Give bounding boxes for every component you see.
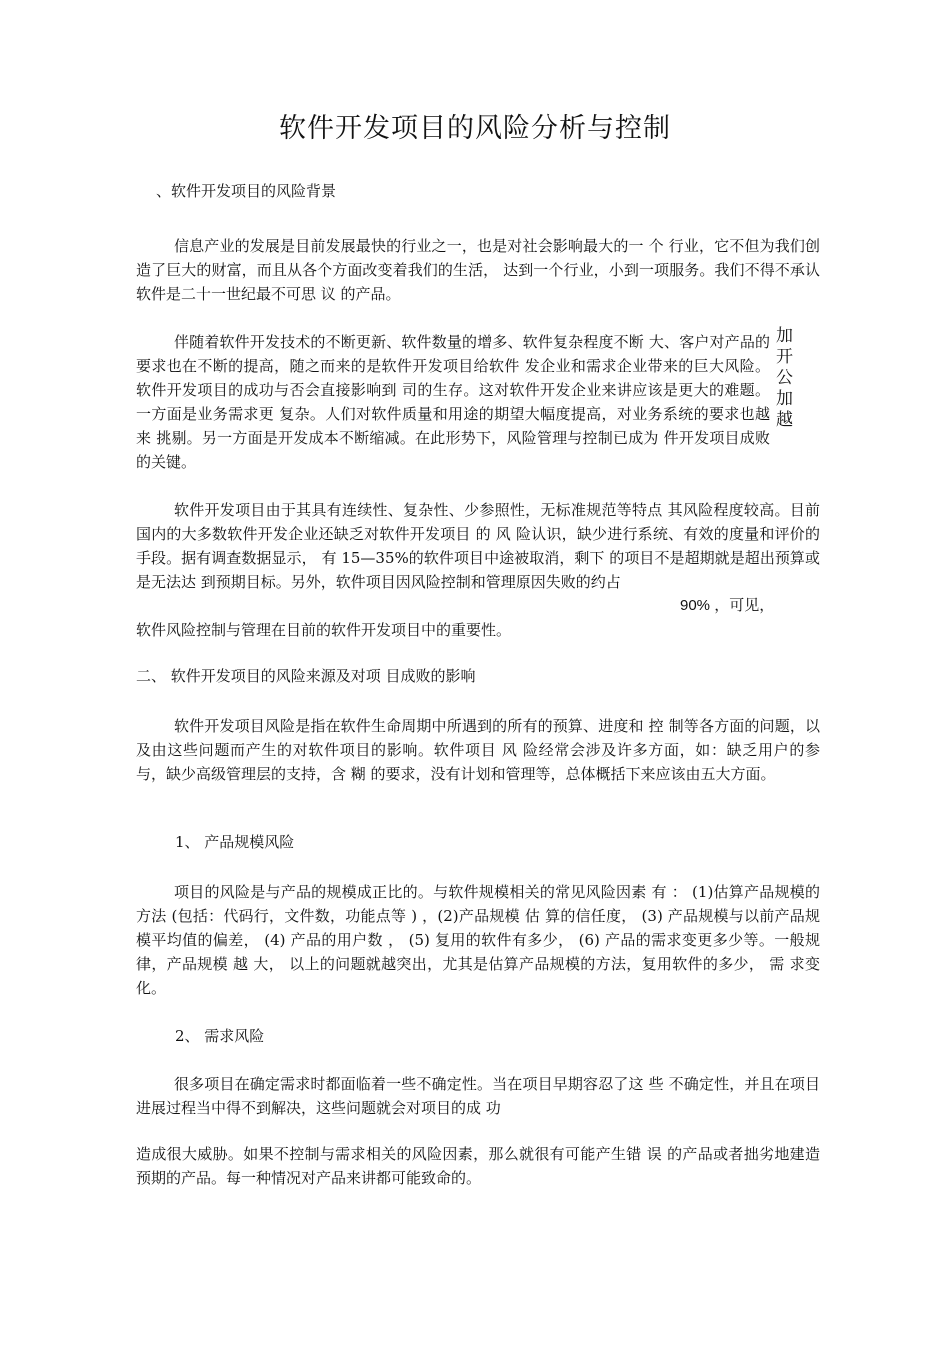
paragraph-2: 伴随着软件开发技术的不断更新、软件数量的增多、软件复杂程度不断 大、客户对产品的要求也在不断的提高，随之而来的是软件开发项目给软件 发企业和需求企业带来的巨大风险。软件开发项目的成功与否会直接影响到 司的生存。这对软件开发企业来讲应该是更大的难题。一方面是业务需求更 复杂。人们对软件质量和用途的期望大幅度提高，对业务系统的要求也越来 挑剔。另一方面是开发成本不断缩减。在此形势下，风险管理与控制已成为 件开发项目成败的关键。 bbox=[136, 333, 770, 471]
paragraph-4: 软件开发项目风险是指在软件生命周期中所遇到的所有的预算、进度和 控 制等各方面的问题，以及由这些问题而产生的对软件项目的影响。软件项目 风 险经常会涉及许多方面，如：缺乏用户的参与，缺少高级管理层的支持，含 糊 的要求，没有计划和管理等，总体概括下来应该由五大方面。 bbox=[136, 717, 820, 783]
side-note: 加开公加越 bbox=[776, 326, 793, 430]
paragraph-1: 信息产业的发展是目前发展最快的行业之一，也是对社会影响最大的一 个 行业，它不但为我们创造了巨大的财富，而且从各个方面改变着我们的生活， 达到一个行业，小到一项服务。我们不得不承认软件是二十一世纪最不可思 议 的产品。 bbox=[136, 237, 820, 303]
paragraph-6: 很多项目在确定需求时都面临着一些不确定性。当在项目早期容忍了这 些 不确定性，并且在项目进展过程当中得不到解决，这些问题就会对项目的成 功 bbox=[136, 1075, 820, 1117]
paragraph-3: 软件开发项目由于其具有连续性、复杂性、少参照性，无标准规范等特点 其风险程度较高。目前国内的大多数软件开发企业还缺乏对软件开发项目 的 风 险认识，缺少进行系统、有效的度量和评价的手段。据有调查数据显示， 有 15—35%的软件项目中途被取消，剩下 的项目不是超期就是超出预算或是无法达 到预期目标。另外，软件项目因风险控制和管理原因失败的约占 bbox=[136, 501, 820, 591]
paragraph-3-tail: 90% ，可见， bbox=[680, 597, 775, 614]
paragraph-3-last-line: 软件风险控制与管理在目前的软件开发项目中的重要性。 bbox=[136, 621, 512, 639]
subsection-2-heading: 2、 需求风险 bbox=[175, 1027, 265, 1045]
paragraph-7: 造成很大威胁。如果不控制与需求相关的风险因素，那么就很有可能产生错 误 的产品或者拙劣地建造预期的产品。每一种情况对产品来讲都可能致命的。 bbox=[136, 1145, 820, 1187]
subsection-1-heading: 1、 产品规模风险 bbox=[175, 833, 295, 851]
document-title: 软件开发项目的风险分析与控制 bbox=[279, 113, 671, 144]
section-2-heading: 二、 软件开发项目的风险来源及对项 目成败的影响 bbox=[136, 667, 476, 685]
paragraph-5: 项目的风险是与产品的规模成正比的。与软件规模相关的常见风险因素 有 ： (1)估算产品规模的方法 (包括：代码行，文件数，功能点等 ) ，(2)产品规模 估 算的信任度， (3) 产品规模与以前产品规模平均值的偏差， (4) 产品的用户数 ， (5) 复用的软件有多少， (6) 产品的需求变更多少等。一般规律，产品规模 越 大， 以上的问题就越突出，尤其是估算产品规模的方法，复用软件的多少， 需 求变 化。 bbox=[136, 883, 820, 997]
section-1-heading: 、软件开发项目的风险背景 bbox=[156, 182, 337, 200]
